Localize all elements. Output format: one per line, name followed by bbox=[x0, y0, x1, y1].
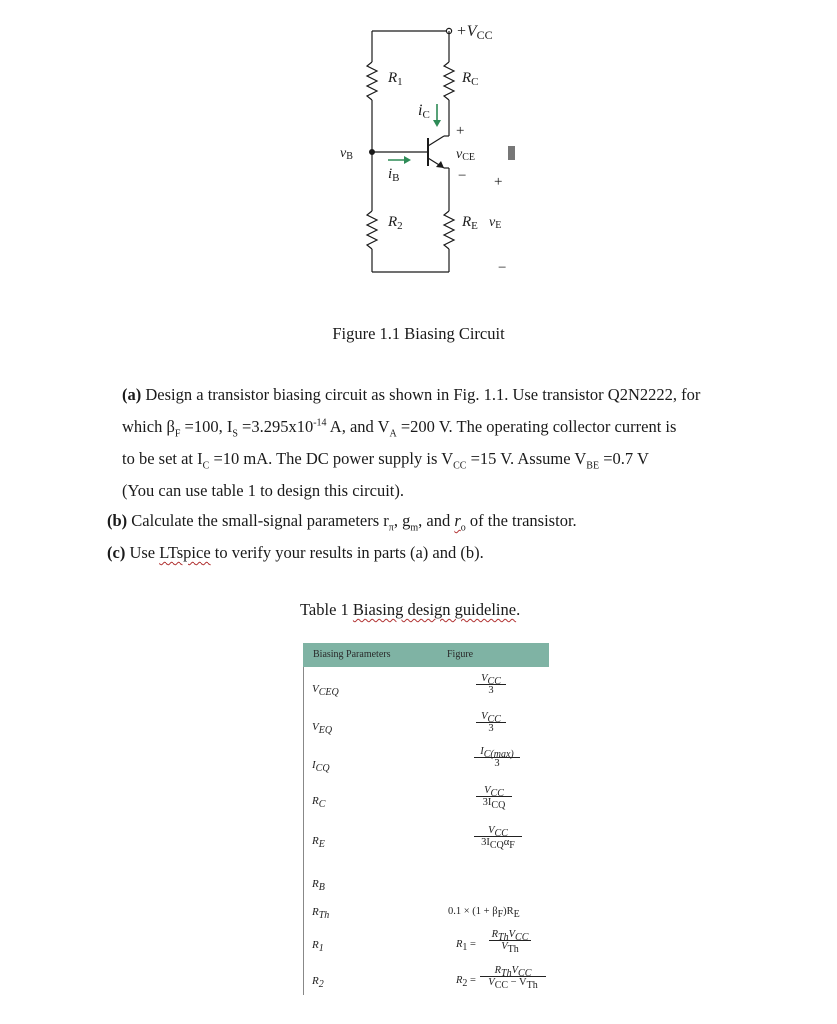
re-label: $R_E$ bbox=[462, 214, 478, 232]
emitter-arrow-icon bbox=[436, 161, 444, 168]
ve-minus-sign: − bbox=[498, 260, 507, 276]
table-title: Table 1 Biasing design guideline. bbox=[300, 600, 521, 619]
re-resistor bbox=[444, 211, 454, 249]
param-rc: $R_C$ bbox=[312, 795, 326, 811]
figure-rth: $0.1 \times (1 + \beta_F)R_E$ bbox=[448, 906, 520, 921]
r1-resistor bbox=[367, 62, 377, 100]
r2-label: $R_2$ bbox=[388, 214, 403, 232]
ib-label: $i_B$ bbox=[388, 166, 400, 184]
figure-re: $V_{CC}$ $3I_{CQ}\alpha_F$ bbox=[474, 825, 522, 848]
table-left-border bbox=[303, 667, 304, 995]
col-header-params: Biasing Parameters bbox=[313, 649, 391, 660]
vcc-label: +VCC bbox=[456, 23, 493, 42]
ve-label: vE bbox=[489, 215, 502, 231]
rc-resistor bbox=[444, 62, 454, 100]
transistor-collector bbox=[428, 136, 444, 146]
vce-plus-sign: + bbox=[456, 123, 465, 139]
figure-r2-lhs: $R_2$ = bbox=[456, 975, 476, 990]
marker-square-icon bbox=[508, 146, 515, 160]
figure-r1: $R_{Th}V_{CC}$ $V_{Th}$ bbox=[489, 929, 531, 952]
figure-caption: Figure 1.1 Biasing Circuit bbox=[332, 324, 505, 343]
ic-arrow-icon bbox=[433, 120, 441, 127]
r1-label: $R_1$ bbox=[388, 70, 403, 88]
figure-rc: $V_{CC}$ $3I_{CQ}$ bbox=[476, 785, 512, 808]
param-veq: $V_{EQ}$ bbox=[312, 721, 333, 737]
ib-arrow-icon bbox=[404, 156, 411, 164]
col-header-figure: Figure bbox=[447, 649, 474, 660]
param-re: $R_E$ bbox=[312, 835, 325, 851]
question-a-line-3: to be set at $I_C =10$ mA. The DC power supply is $V_{CC} =15$ V. Assume $V_{BE} =0.7$ V bbox=[122, 449, 649, 472]
figure-veq: $V_{CC}$ 3 bbox=[476, 711, 506, 734]
param-r1: $R_1$ bbox=[312, 939, 324, 955]
question-a-line-4: (You can use table 1 to design this circuit). bbox=[122, 481, 404, 500]
ic-label: iC bbox=[418, 102, 430, 121]
vce-minus-sign: − bbox=[458, 168, 467, 184]
rc-label: $R_C$ bbox=[462, 70, 479, 88]
param-r2: $R_2$ bbox=[312, 975, 324, 991]
question-a bbox=[122, 379, 762, 507]
vb-label: vB bbox=[340, 146, 353, 162]
figure-icq: $I_{C(max)}$ 3 bbox=[474, 746, 520, 769]
biasing-circuit-diagram bbox=[0, 0, 837, 300]
param-icq: $I_{CQ}$ bbox=[312, 759, 330, 775]
ve-plus-sign: + bbox=[494, 174, 503, 190]
param-rb: $R_B$ bbox=[312, 878, 325, 894]
param-rth: $R_{Th}$ bbox=[312, 906, 330, 922]
figure-r2: $R_{Th}V_{CC}$ $V_{CC} - V_{Th}$ bbox=[480, 965, 546, 988]
figure-vceq: $V_{CC}$ 3 bbox=[476, 673, 506, 696]
question-a-line-2: which $\beta_F =100$, $I_S =3.295x10^{-14}$ A, and $V_A =200$ V. The operating collector current is bbox=[122, 417, 677, 440]
param-vceq: $V_{CEQ}$ bbox=[312, 683, 339, 699]
r2-resistor bbox=[367, 211, 377, 249]
figure-r1-lhs: $R_1$ = bbox=[456, 939, 476, 954]
question-c: (c) Use LTspice to verify your results in parts (a) and (b). bbox=[107, 543, 484, 562]
vce-label: vCE bbox=[456, 147, 475, 163]
question-a-line-1: (a) Design a transistor biasing circuit as shown in Fig. 1.1. Use transistor Q2N2222, for bbox=[122, 385, 701, 404]
question-b: (b) Calculate the small-signal parameters $r_\pi$, $g_m$, and $r_o$ of the transistor. bbox=[107, 511, 577, 534]
ltspice-link: LTspice bbox=[159, 543, 211, 562]
